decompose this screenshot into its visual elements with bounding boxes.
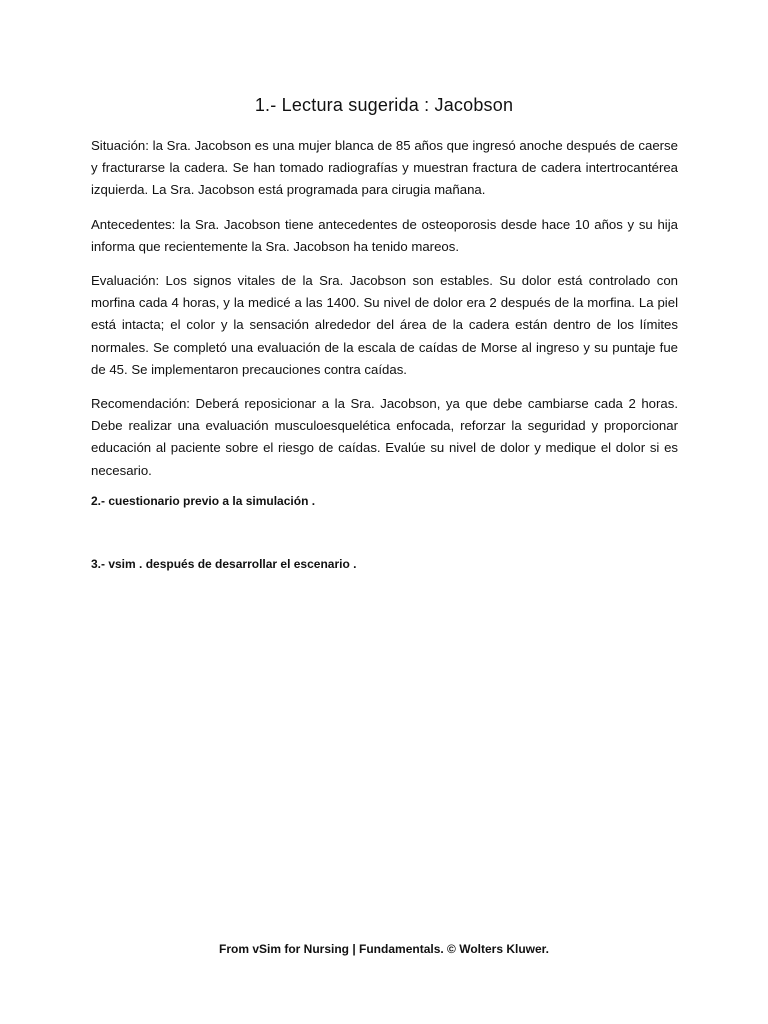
paragraph-antecedentes: Antecedentes: la Sra. Jacobson tiene antecedentes de osteoporosis desde hace 10 años y su hija informa que recientemente la Sra. Jacobson ha tenido mareos. bbox=[91, 216, 678, 254]
item-vsim: 3.- vsim . después de desarrollar el escenario . bbox=[91, 557, 357, 571]
document-body bbox=[91, 135, 678, 571]
paragraph-recomendacion: Recomendación: Deberá reposicionar a la Sra. Jacobson, ya que debe cambiarse cada 2 horas. Debe realizar una evaluación musculoesquelética enfocada, reforzar la seguridad y proporcionar educación al paciente sobre el riesgo de caídas. Evalúe su nivel de dolor y medique el dolor si es necesario. bbox=[91, 396, 678, 478]
item-cuestionario: 2.- cuestionario previo a la simulación . bbox=[91, 494, 316, 508]
paragraph-evaluacion: Evaluación: Los signos vitales de la Sra. Jacobson son estables. Su dolor está controlado con morfina cada 4 horas, y la medicé a las 1400. Su nivel de dolor era 2 después de la morfina. La piel está intacta; el color y la sensación alrededor del área de la cadera están dentro de los límites normales. Se completó una evaluación de la escala de caídas de Morse al ingreso y su puntaje fue de 45. Se implementaron precauciones contra caídas. bbox=[91, 273, 678, 377]
document-title: 1.- Lectura sugerida : Jacobson bbox=[254, 95, 514, 115]
page-footer: From vSim for Nursing | Fundamentals. © Wolters Kluwer. bbox=[218, 942, 550, 956]
paragraph-situacion: Situación: la Sra. Jacobson es una mujer blanca de 85 años que ingresó anoche después de caerse y fracturarse la cadera. Se han tomado radiografías y muestran fractura de cadera intertrocantérea izquierda. La Sra. Jacobson está programada para cirugia mañana. bbox=[91, 138, 678, 198]
